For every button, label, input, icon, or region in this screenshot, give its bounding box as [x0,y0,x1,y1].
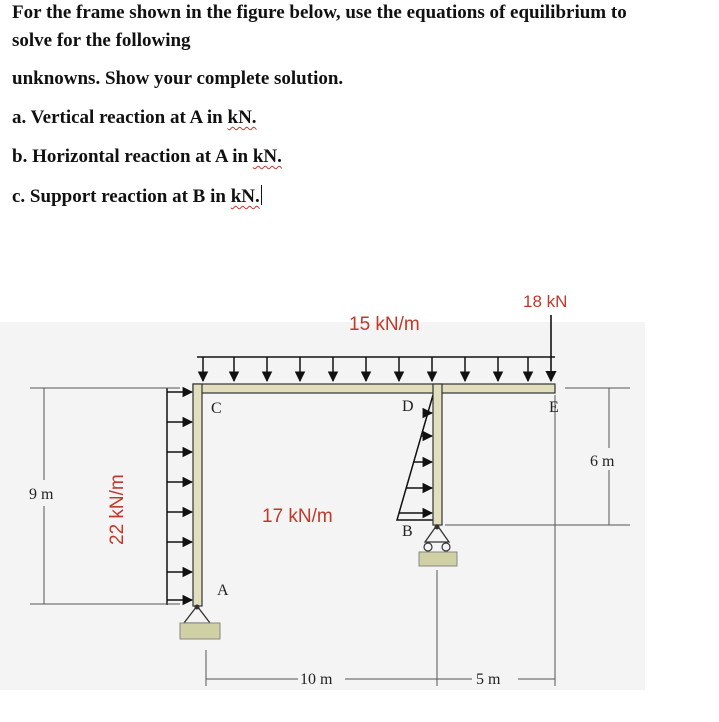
roller-wheel [442,543,450,551]
question-c-unit: kN. [230,186,260,207]
question-b-text: b. Horizontal reaction at A in [12,146,253,167]
label-dim-5m: 5 m [476,671,501,688]
label-load-top: 15 kN/m [349,314,420,335]
question-a-unit: kN. [227,107,257,128]
label-dim-9m: 9 m [29,486,54,503]
question-c-text: c. Support reaction at B in [12,186,231,207]
problem-line-1: For the frame shown in the figure below, use the equations of equilibrium to [12,2,627,23]
roller-wheel [424,543,432,551]
pin-base [180,623,220,639]
label-A: A [217,582,229,599]
question-a-text: a. Vertical reaction at A in [12,107,228,128]
label-D: D [402,398,414,415]
question-b-unit: kN. [252,146,282,167]
problem-line-2: solve for the following [12,30,191,51]
label-point-load: 18 kN [523,292,568,311]
column-DB [433,384,442,525]
beam-CE [193,384,555,393]
label-load-tri: 17 kN/m [262,506,333,527]
roller-base [419,552,457,566]
pin-circle [195,605,200,610]
label-B: B [402,523,413,540]
label-dim-10m: 10 m [300,671,333,688]
label-dim-6m: 6 m [590,453,615,470]
label-E: E [549,399,559,416]
label-load-left: 22 kN/m [107,474,128,545]
problem-line-3: unknowns. Show your complete solution. [12,68,344,89]
column-CA [193,384,202,606]
label-C: C [211,400,222,417]
roller-pin [435,525,440,530]
